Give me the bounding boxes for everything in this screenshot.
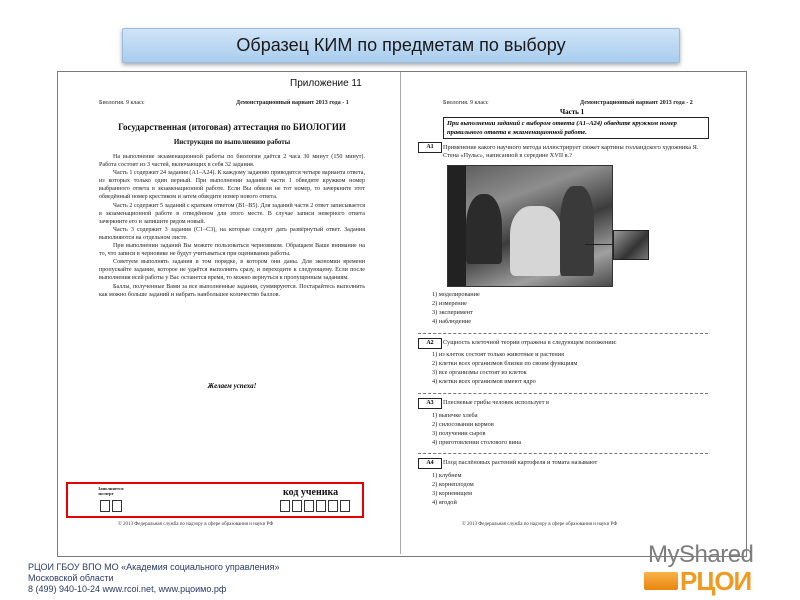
answer-option: 2) силосовании кормов (432, 421, 494, 428)
left-footer: © 2013 Федеральная служба по надзору в сфере образования и науки РФ (118, 522, 274, 527)
answer-option: 3) все организмы состоят из клеток (432, 369, 527, 376)
code-cell (328, 500, 338, 512)
myshared-logo (648, 541, 753, 569)
student-code-box (66, 482, 364, 518)
answer-option: 1) моделирование (432, 291, 480, 298)
question-number: A4 (418, 458, 442, 469)
question-number: A2 (418, 338, 442, 349)
code-cell (304, 500, 314, 512)
instruction-paragraph: Часть 2 содержит 5 заданий с кратким ответом (В1–В5). Для заданий части 2 ответ записывается в экзаменационной работе в отведённом для этого месте. В случае записи неверного ответа зачеркните его и запишите рядом новый. (99, 202, 365, 225)
code-cell (112, 500, 122, 512)
answer-option: 3) эксперимент (432, 309, 473, 316)
question-text: Плесневые грибы человек использует в (443, 399, 550, 406)
question-text: Плод паслёновых растений картофеля и томата называют (443, 459, 598, 466)
answer-option: 1) из клеток состоят только животные и растения (432, 351, 565, 358)
page-divider (400, 72, 401, 554)
instruction-paragraph: При выполнении заданий Вы можете пользоваться черновиком. Обращаем Ваше внимание на то, что записи в черновике не будут учитываться при оценивании работы. (99, 243, 365, 258)
org-contacts: 8 (499) 940-10-24 www.rcoi.net, www.рцоимо.рф (28, 584, 227, 594)
answer-option: 3) корневищем (432, 490, 472, 497)
code-cell (292, 500, 302, 512)
question-number: A1 (418, 142, 442, 153)
code-cell (100, 500, 110, 512)
instruction-paragraph: На выполнение экзаменационной работы по биологии даётся 2 часа 30 минут (150 минут). Работа состоит из 3 частей, включающих в себя 32 задания. (99, 154, 365, 169)
right-header-subject: Биология. 9 класс (443, 100, 489, 106)
part-instruction: При выполнении заданий с выбором ответа (А1–А24) обведите кружком номер правильного ответа в экзаменационной работе. (443, 117, 709, 139)
rcoi-logo: РЦОИ (680, 566, 752, 596)
code-cell (280, 500, 290, 512)
slide-title: Образец КИМ по предметам по выбору (236, 35, 566, 55)
left-header-variant: Демонстрационный вариант 2013 года - 1 (236, 100, 349, 106)
answer-option: 2) корнеплодом (432, 481, 474, 488)
answer-option: 2) клетки всех организмов близки по своим функциям (432, 360, 578, 367)
part-title: Часть 1 (560, 108, 585, 116)
left-page-title: Государственная (итоговая) аттестация по БИОЛОГИИ (118, 122, 346, 132)
instructions-body (99, 153, 365, 299)
question-separator (418, 453, 708, 454)
detail-pointer (585, 244, 613, 245)
code-cell (316, 500, 326, 512)
question-text: Сущность клеточной теории отражена в следующем положении: (443, 339, 617, 346)
answer-option: 1) клубнем (432, 472, 462, 479)
answer-option: 4) ягодой (432, 499, 457, 506)
instruction-paragraph: Часть 1 содержит 24 задания (А1–А24). К каждому заданию приводится четыре варианта ответа, из которых только один верный. При выполнении заданий части 1 обведите кружком номер выбранного ответа в экзаменационной работе. Если Вы обвели не тот номер, то зачеркните этот обведённый номер крестиком и затем обведите номер нового ответа. (99, 170, 365, 201)
good-luck-text: Желаем успеха! (207, 382, 257, 390)
question-text: Применение какого научного метода иллюстрирует сюжет картины голландского художника Я. Стена «Пульс», написанной в середине XVII в.? (443, 144, 699, 159)
code-cell (340, 500, 350, 512)
answer-option: 4) наблюдение (432, 318, 472, 325)
right-footer: © 2013 Федеральная служба по надзору в сфере образования и науки РФ (462, 522, 618, 527)
myshared-logo-text: MyShared (648, 541, 754, 568)
answer-option: 2) измерение (432, 300, 467, 307)
left-page-subtitle: Инструкция по выполнению работы (173, 138, 291, 146)
answer-option: 4) клетки всех организмов имеют ядро (432, 378, 536, 385)
code-label-line-2: эксперт (98, 491, 114, 496)
answer-option: 3) получении сыров (432, 430, 486, 437)
slide-title-bar (122, 28, 680, 63)
answer-option: 4) приготовлении столового вина (432, 439, 522, 446)
instruction-paragraph: Советуем выполнять задания в том порядке, в котором они даны. Для экономии времени пропускайте задание, которое не удаётся выполнить сразу, и переходите к следующему. Если после выполнения всей работы у Вас останется время, то можно вернуться к пропущенным заданиям. (99, 259, 365, 282)
code-label-line-1: Заполняется (98, 486, 124, 491)
instruction-paragraph: Баллы, полученные Вами за все выполненные задания, суммируются. Постарайтесь выполнить как можно больше заданий и набрать наибольшее количество баллов. (99, 283, 365, 298)
painting-image (447, 165, 613, 287)
question-separator (418, 333, 708, 334)
org-region: Московской области (28, 573, 114, 583)
question-separator (418, 393, 708, 394)
rcoi-logo-mark (644, 572, 678, 590)
painting-detail-image (613, 230, 649, 260)
org-name: РЦОИ ГБОУ ВПО МО «Академия социального управления» (28, 562, 280, 572)
organization-info (28, 562, 280, 595)
left-header-subject: Биология. 9 класс (99, 100, 145, 106)
appendix-label: Приложение 11 (290, 78, 362, 89)
right-header-variant: Демонстрационный вариант 2013 года - 2 (580, 100, 693, 106)
instruction-paragraph: Часть 3 содержит 3 задания (С1–С3), на которые следует дать развёрнутый ответ. Задания выполняются на отдельном листе. (99, 226, 365, 241)
code-label (98, 486, 124, 496)
answer-option: 1) выпечке хлеба (432, 412, 478, 419)
question-number: A3 (418, 398, 442, 409)
student-code-title: код ученика (283, 487, 339, 498)
